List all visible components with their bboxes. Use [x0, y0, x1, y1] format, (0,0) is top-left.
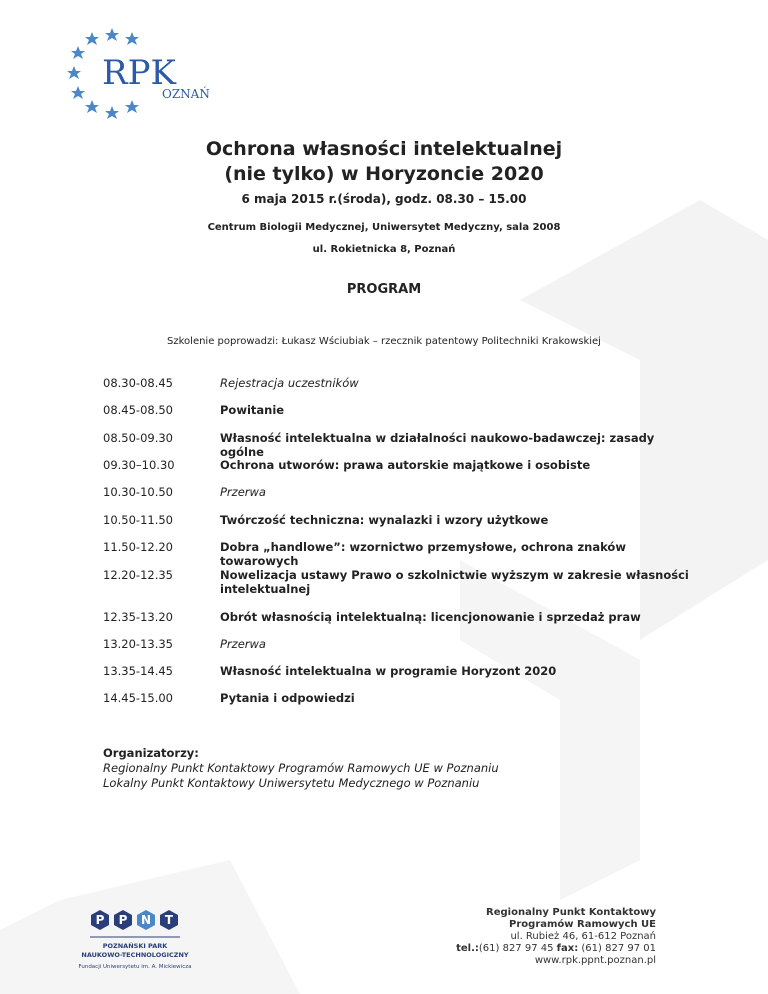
rpk-logo	[62, 26, 232, 126]
schedule-time: 08.45-08.50	[103, 403, 173, 417]
schedule-topic: Twórczość techniczna: wynalazki i wzory użytkowe	[220, 513, 549, 527]
schedule-topic: Własność intelektualna w programie Horyzont 2020	[220, 664, 557, 678]
schedule-time: 14.45-15.00	[103, 691, 173, 705]
schedule-topic: Własność intelektualna w działalności naukowo-badawczej: zasady ogólne	[220, 431, 655, 459]
fax-label: fax:	[556, 943, 579, 954]
rpk-logo-subtext: OZNAŃ	[162, 87, 210, 101]
contact-website[interactable]: www.rpk.ppnt.poznan.pl	[534, 955, 656, 966]
schedule-time: 11.50-12.20	[103, 540, 173, 554]
schedule-time: 10.50-11.50	[103, 513, 173, 527]
event-address: ul. Rokietnicka 8, Poznań	[312, 244, 456, 255]
contact-address: ul. Rubież 46, 61-612 Poznań	[510, 931, 656, 942]
schedule-topic: Powitanie	[220, 403, 285, 417]
schedule-time: 13.20-13.35	[103, 637, 173, 651]
contact-line: Regionalny Punkt Kontaktowy	[486, 907, 656, 918]
ppnt-line1: POZNAŃSKI PARK	[102, 942, 168, 950]
schedule-time: 09.30–10.30	[103, 458, 175, 472]
event-date: 6 maja 2015 r.(środa), godz. 08.30 – 15.00	[241, 192, 527, 206]
organizer-line: Lokalny Punkt Kontaktowy Uniwersytetu Medycznego w Poznaniu	[103, 776, 480, 790]
schedule-topic: Obrót własnością intelektualną: licencjonowanie i sprzedaż praw	[220, 610, 641, 624]
ppnt-line3: Fundacji Uniwersytetu im. A. Mickiewicza	[78, 964, 192, 970]
schedule-time: 10.30-10.50	[103, 485, 173, 499]
contact-phone	[396, 943, 656, 955]
schedule-topic: Ochrona utworów: prawa autorskie majątkowe i osobiste	[220, 458, 591, 472]
schedule-topic: Pytania i odpowiedzi	[220, 691, 355, 705]
page-title-line1: Ochrona własności intelektualnej	[205, 138, 563, 160]
schedule-topic: Nowelizacja ustawy Prawo o szkolnictwie wyższym w zakresie własności intelektualnej	[220, 568, 689, 596]
ppnt-line2: NAUKOWO-TECHNOLOGICZNY	[81, 951, 189, 959]
schedule-topic: Przerwa	[220, 637, 266, 651]
schedule-topic: Przerwa	[220, 485, 266, 499]
ppnt-letter: N	[140, 913, 152, 927]
schedule-time: 13.35-14.45	[103, 664, 173, 678]
trainer-line: Szkolenie poprowadzi: Łukasz Wściubiak – rzecznik patentowy Politechniki Krakowskiej	[167, 336, 601, 347]
rpk-logo-letters: RPK	[102, 53, 176, 93]
contact-line: Programów Ramowych UE	[509, 919, 656, 930]
ppnt-logo	[78, 908, 228, 988]
schedule-time: 12.20-12.35	[103, 568, 173, 582]
schedule-time: 08.50-09.30	[103, 431, 173, 445]
ppnt-letter: T	[164, 913, 174, 927]
schedule-topic: Rejestracja uczestników	[220, 376, 359, 390]
schedule-time: 12.35-13.20	[103, 610, 173, 624]
schedule-topic: Dobra „handlowe”: wzornictwo przemysłowe, ochrona znaków towarowych	[220, 540, 626, 568]
organizers	[103, 746, 499, 791]
page-title-line2: (nie tylko) w Horyzoncie 2020	[224, 163, 544, 185]
tel-value: (61) 827 97 45	[478, 943, 557, 954]
schedule-time: 08.30-08.45	[103, 376, 173, 390]
ppnt-letter: P	[95, 913, 105, 927]
fax-value: (61) 827 97 01	[578, 943, 656, 954]
tel-label: tel.:	[456, 943, 479, 954]
organizer-line: Regionalny Punkt Kontaktowy Programów Ramowych UE w Poznaniu	[103, 761, 499, 775]
contact-block	[396, 907, 656, 967]
organizers-heading: Organizatorzy:	[103, 746, 199, 760]
ppnt-letter: P	[118, 913, 128, 927]
program-heading: PROGRAM	[346, 282, 422, 297]
event-venue: Centrum Biologii Medycznej, Uniwersytet Medyczny, sala 2008	[207, 222, 561, 233]
